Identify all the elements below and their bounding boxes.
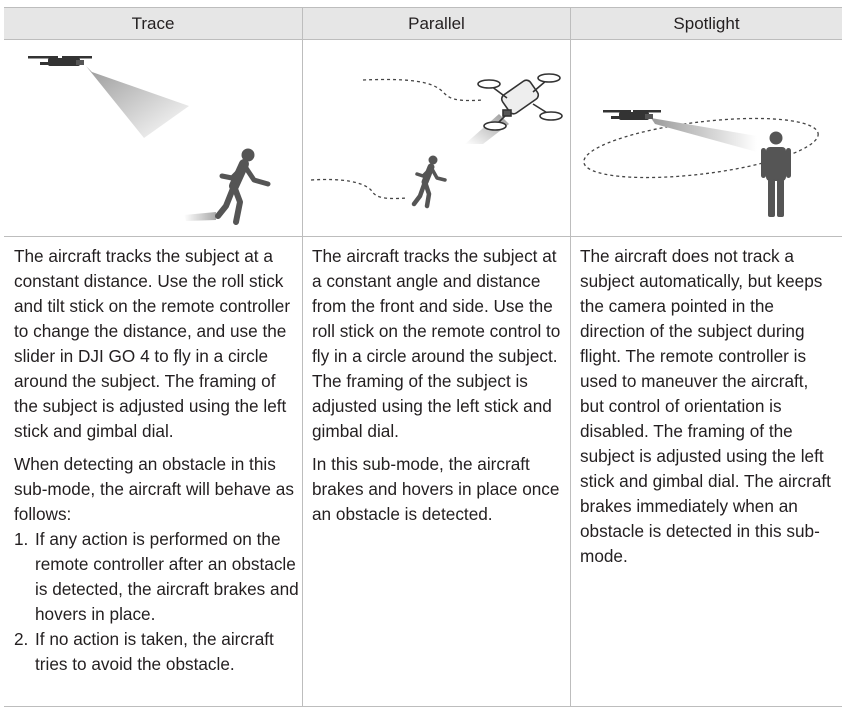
list-item (14, 527, 299, 627)
header-parallel: Parallel (303, 8, 570, 39)
spotlight-diagram (571, 40, 842, 235)
trace-modes-table (4, 7, 842, 707)
list-item (14, 627, 299, 677)
trace-illustration (4, 40, 302, 235)
camera-beam (651, 118, 757, 152)
illustration-divider (4, 236, 842, 237)
header-trace: Trace (4, 8, 302, 39)
list-item-text: If no action is taken, the aircraft tries to avoid the obstacle. (35, 629, 274, 674)
header-spotlight: Spotlight (571, 8, 842, 39)
drone-icon (28, 56, 92, 66)
list-item-number: 2. (14, 629, 29, 649)
spotlight-illustration (571, 40, 842, 235)
list-item-text: If any action is performed on the remote controller after an obstacle is detected, the aircraft brakes and hovers in place. (35, 529, 299, 624)
parallel-paragraph-1: The aircraft tracks the subject at a constant angle and distance from the front and side. Use the roll stick on the remote control to fly in a circle around the subject. The framing of the subject is adjusted using the left stick and gimbal dial. (312, 246, 561, 441)
trace-obstacle-list (14, 527, 299, 677)
spotlight-paragraph-1: The aircraft does not track a subject automatically, but keeps the camera pointed in the direction of the subject during flight. The remote controller is used to maneuver the aircraft, but control of orientation is disabled. The framing of the subject is adjusted using the left stick and gimbal dial. The aircraft brakes immediately when an obstacle is detected in this sub-mode. (580, 246, 831, 566)
trace-description (14, 244, 299, 677)
parallel-illustration (303, 40, 570, 235)
list-item-number: 1. (14, 529, 29, 549)
parallel-description (312, 244, 562, 535)
ground-shadow (184, 212, 216, 221)
trace-paragraph-1: The aircraft tracks the subject at a constant distance. Use the roll stick and tilt stick on the remote controller to change the distance, and use the slider in DJI GO 4 to fly in a circle around the subject. The framing of the subject is adjusted using the left stick and gimbal dial. (14, 246, 291, 441)
subject-walking-path (311, 179, 407, 198)
standing-person-icon (761, 132, 791, 218)
trace-paragraph-2: When detecting an obstacle in this sub-mode, the aircraft will behave as follows: (14, 454, 294, 524)
drone-flight-path (363, 80, 483, 101)
walking-person-icon (218, 149, 268, 223)
trace-diagram (4, 40, 302, 235)
parallel-paragraph-2: In this sub-mode, the aircraft brakes and hovers in place once an obstacle is detected. (312, 454, 560, 524)
parallel-diagram (303, 40, 570, 235)
camera-beam (86, 66, 189, 138)
drone-icon (603, 110, 661, 120)
spotlight-description (580, 244, 832, 577)
walking-person-icon (414, 156, 445, 207)
drone-icon (478, 74, 562, 130)
